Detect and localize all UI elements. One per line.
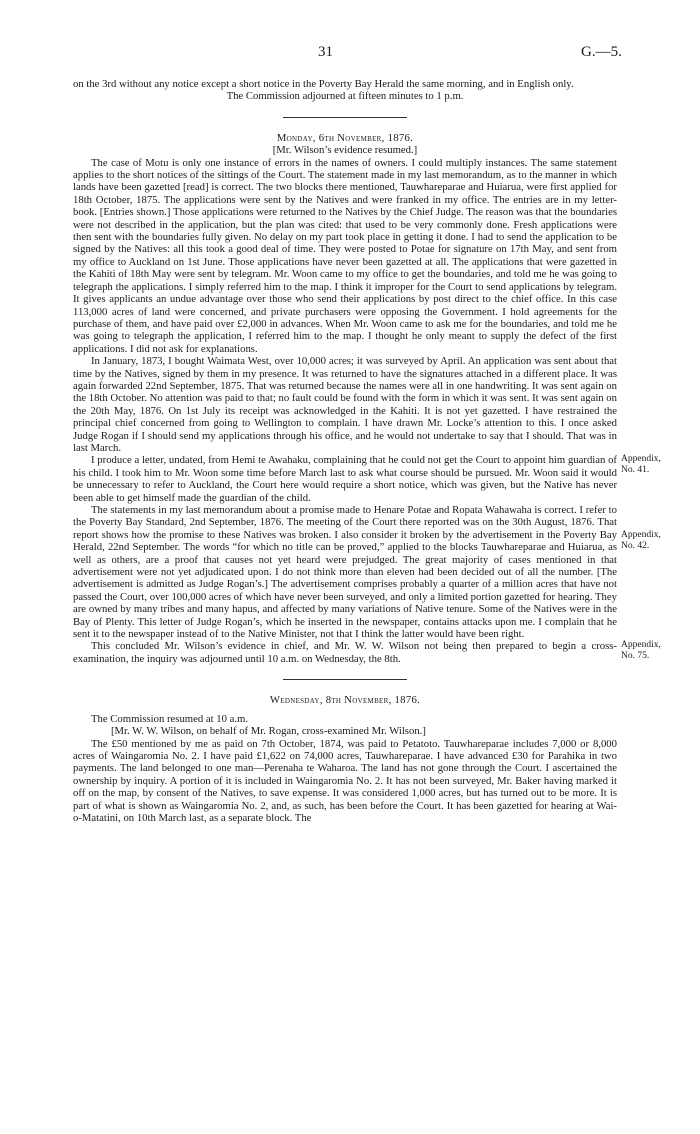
section-subtitle: [Mr. Wilson’s evidence resumed.] bbox=[272, 144, 418, 157]
evidence-paragraph: I produce a letter, undated, from Hemi te Awahaku, complaining that he could not get the Court to appoint him guardian of his child. I took him to Mr. Woon some time before March last to ask what course should be pursued. Mr. Woon said it would be unnecessary to refer to Auckland, the Court here would require a short notice, which was given, but the Native has never been able to get himself made the guardian of the child. bbox=[73, 454, 617, 504]
document-reference: G.—5. bbox=[581, 44, 622, 60]
evidence-paragraph: This concluded Mr. Wilson’s evidence in chief, and Mr. W. W. Wilson not being then prepared to begin a cross-examination, the inquiry was adjourned until 10 a.m. on Wednesday, the 8th. bbox=[73, 640, 617, 665]
document-body bbox=[73, 78, 661, 824]
margin-note-appendix: Appendix, No. 41. bbox=[621, 454, 661, 475]
section-divider bbox=[283, 117, 407, 118]
opening-continuation: on the 3rd without any notice except a short notice in the Poverty Bay Herald the same morning, and in English only. bbox=[73, 78, 574, 90]
section-date-heading: Wednesday, 8th November, 1876. bbox=[269, 694, 421, 707]
page-header bbox=[0, 44, 700, 64]
commission-resumed-line: The Commission resumed at 10 a.m. bbox=[91, 712, 249, 725]
evidence-paragraph: In January, 1873, I bought Waimata West, over 10,000 acres; it was surveyed by April. An application was sent about that time by the Natives, signed by them in my presence. It was returned to have the signatures attached in a different place. It was again forwarded 22nd September, 1875. That was returned because the names were all in one handwriting. It was sent again on the 18th October. No attention was paid to that; no fault could be found with the form in which it was sent. It was sent again on the 20th May, 1876. On 1st July its receipt was acknowledged in the Kahiti. It is not yet gazetted. I have restrained the principal chief concerned from going to Wellington to complain. I have drawn Mr. Locke’s attention to this. I once asked Judge Rogan if I should send my applications through his office, and he would not undertake to say that I should. That was in last March. bbox=[73, 355, 617, 454]
section-divider bbox=[283, 679, 407, 680]
adjournment-note: The Commission adjourned at fifteen minutes to 1 p.m. bbox=[226, 90, 464, 103]
evidence-paragraph: The statements in my last memorandum about a promise made to Henare Potae and Ropata Wahawaha is correct. I refer to the Poverty Bay Standard, 2nd September, 1876. The meeting of the Court there reported was on the 30th August, 1876. That report shows how the promise to these Natives was broken. I also consider it broken by the advertisement in the Poverty Bay Herald, 22nd September. The words “for which no title can be proved,” applied to the blocks Tauwhareparae and Huiarua, as well as others, are a proof that causes not yet heard were prejudged. The great majority of cases mentioned in that advertisement were not yet adjudicated upon. I do not think more than eleven had been decided out of all the number. [The advertisement is admitted as Judge Rogan’s.] The advertisement comprises probably a quarter of a million acres that have not passed the Court, over 100,000 acres of which have never been surveyed, and only a limited portion gazetted for hearing. They are owned by many tribes and many hapus, and affected by many variations of Native tenure. Some of the Natives were in the Bay of Plenty. This letter of Judge Rogan’s, which he inserted in the newspaper, contains attacks upon me. I complain that he sent it to the newspaper instead of to the Native Minister, not that I think the latter would have been right. bbox=[73, 504, 617, 641]
margin-note-appendix: Appendix, No. 42. bbox=[621, 530, 661, 551]
page-number: 31 bbox=[318, 44, 333, 60]
evidence-paragraph: The case of Motu is only one instance of errors in the names of owners. I could multiply instances. The same statement applies to the short notices of the sittings of the Court. The statement made in my last memorandum, as to the manner in which lands have been gazetted [read] is correct. The two blocks there mentioned, Tauwhareparae and Huiarua, were first applied for 18th October, 1875. The applications were sent by the Natives and were franked in my office. The entries are in my letter-book. [Entries shown.] Those applications were returned to the Natives by the Chief Judge. The reason was that the boundaries were not described in the application, but the plan was cited: that used to be very commonly done. Fresh applications were then sent with the boundaries fully given. No delay on my part took place in getting it done. I had to send the application to be signed by the Natives: all this took a good deal of time. They were posted to Potae for signature on 17th May, and sent from my office to Auckland on 1st June. Those applications have never been gazetted at all. The applications that were gazetted in the Kahiti of 18th May were sent by telegram. Mr. Woon came to my office to get the boundaries, and told me he was going to telegraph the applications. I simply referred him to the map. I think it improper for the Court to send applications by telegram. It gives applicants an undue advantage over those who send their applications by post direct to the chief office. In this case 113,000 acres of land were concerned, and private purchasers were opposing the Government. I hold agreements for the purchase of them, and have paid over £2,000 in advances. When Mr. Woon came to ask me for the boundaries, and told me he was going to telegraph the application, I referred him to the map. I thought he only meant to supply the defect of the first applications. I did not ask for explanations. bbox=[73, 156, 617, 355]
cross-examination-note: [Mr. W. W. Wilson, on behalf of Mr. Rogan, cross-examined Mr. Wilson.] bbox=[111, 725, 426, 738]
cross-examination-paragraph: The £50 mentioned by me as paid on 7th October, 1874, was paid to Petatoto. Tauwhareparae includes 7,000 or 8,000 acres of Waingaromia No. 2. I have paid £1,622 on 74,000 acres, Tauwhareparae. I have advanced £30 for Parahika in two payments. The land belonged to one man—Perenaha te Waharoa. The land has not gone through the Court. I ascertained the ownership by inquiry. A portion of it is included in Waingaromia No. 2. It has not been surveyed, Mr. Baker having marked it off on the map, by consent of the Natives, to save expense. It was considered 1,000 acres, but has turned out to be more. It is part of what is shown as Waingaromia No. 2, and, as such, has been before the Court. It has been gazetted for hearing at Wai-o-Matatini, on 10th March last, as a separate block. The bbox=[73, 737, 617, 824]
margin-note-appendix: Appendix, No. 75. bbox=[621, 640, 661, 661]
section-date-heading: Monday, 6th November, 1876. bbox=[276, 131, 414, 144]
